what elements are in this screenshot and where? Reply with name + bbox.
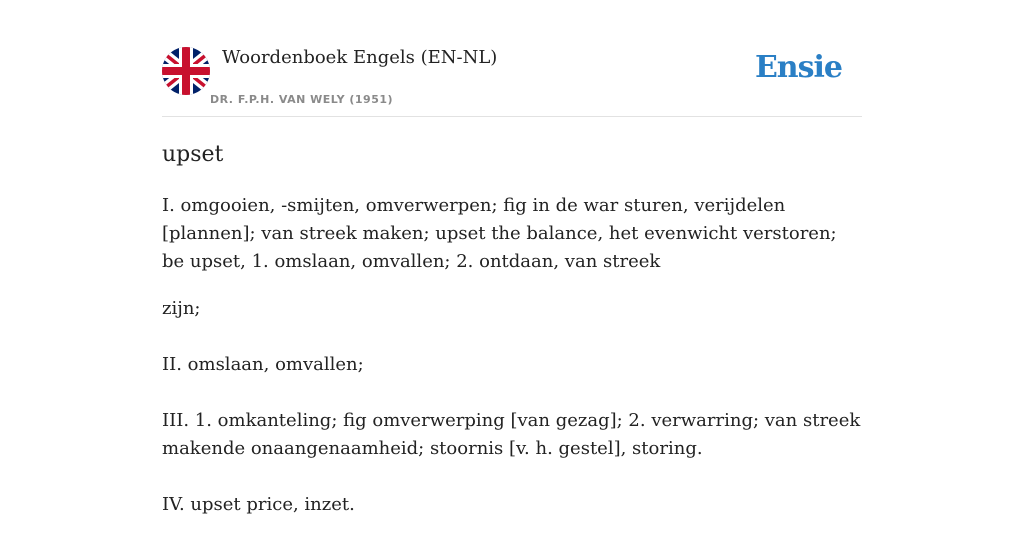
definition-paragraph: zijn; xyxy=(162,298,201,319)
entry-content xyxy=(162,140,862,538)
dictionary-header xyxy=(162,46,862,117)
ensie-logo[interactable]: Ensie xyxy=(754,50,842,85)
definition-paragraph: IV. upset price, inzet. xyxy=(162,494,355,515)
dictionary-title[interactable]: Woordenboek Engels (EN-NL) xyxy=(222,47,498,68)
headword: upset xyxy=(162,142,224,167)
definition-paragraph: II. omslaan, omvallen; xyxy=(162,354,364,375)
uk-flag-icon xyxy=(162,47,210,95)
definition-paragraph: I. omgooien, -smijten, omverwerpen; fig in de war sturen, verijdelen [plannen]; van streek maken; upset the balance, het evenwicht verstoren; be upset, 1. omslaan, omvallen; 2. ontdaan, van streek xyxy=(162,195,837,272)
dictionary-author: DR. F.P.H. VAN WELY (1951) xyxy=(210,93,394,106)
definition-paragraph: III. 1. omkanteling; fig omverwerping [van gezag]; 2. verwarring; van streek makende onaangenaamheid; stoornis [v. h. gestel], storing. xyxy=(162,410,861,459)
